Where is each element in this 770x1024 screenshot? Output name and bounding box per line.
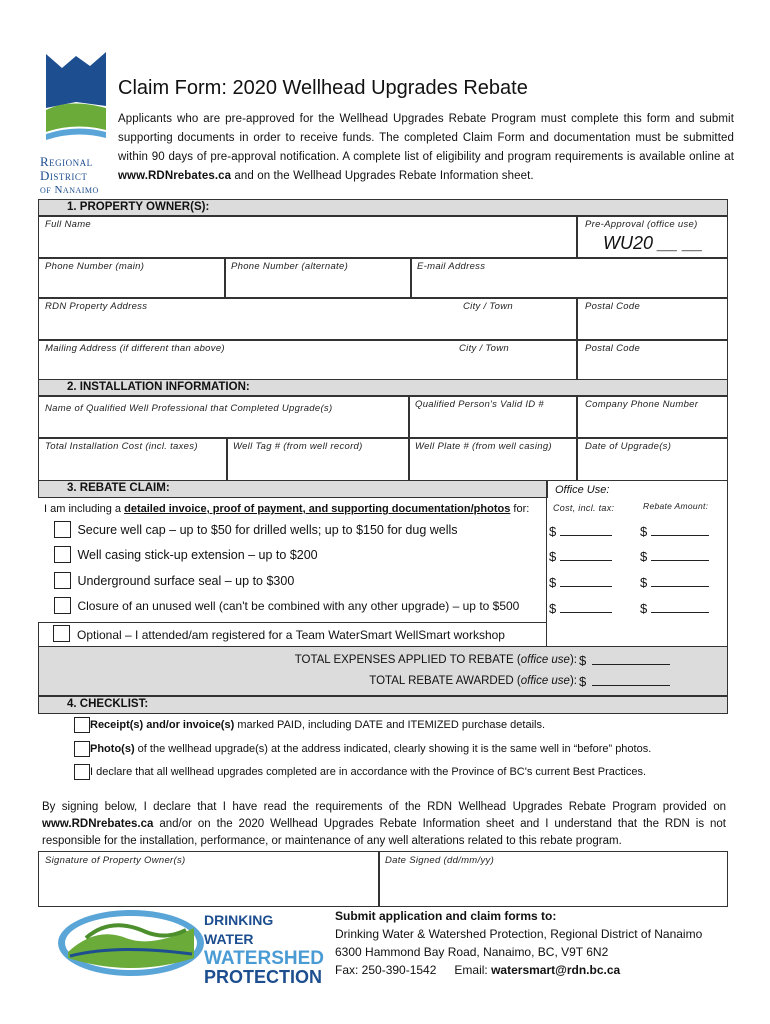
dollar-sign: $	[579, 653, 587, 668]
including-link: detailed invoice, proof of payment, and supporting documentation/photos	[124, 503, 511, 515]
pre-approval-field	[576, 215, 728, 259]
signature-label: Signature of Property Owner(s)	[45, 855, 186, 866]
section3-heading: 3. REBATE CLAIM:	[67, 482, 170, 494]
signature-field[interactable]	[38, 851, 380, 907]
submit-contact	[335, 961, 702, 979]
optional-checkbox[interactable]	[53, 625, 70, 642]
date-signed-field[interactable]	[378, 851, 728, 907]
section2-heading: 2. INSTALLATION INFORMATION:	[67, 381, 250, 393]
professional-field[interactable]	[38, 395, 410, 439]
dwwp-line-2: WATERSHED	[204, 948, 324, 969]
rebate-entry-4[interactable]	[640, 600, 709, 618]
full-name-label: Full Name	[45, 219, 91, 230]
including-statement	[44, 503, 529, 515]
dollar-sign: $	[549, 549, 557, 564]
rebate-entry-2[interactable]	[640, 548, 709, 566]
postal-code-field-1[interactable]	[576, 297, 728, 341]
fax: Fax: 250-390-1542	[335, 963, 437, 977]
section1-heading: 1. PROPERTY OWNER(S):	[67, 201, 210, 213]
rebate-entry-1[interactable]	[640, 523, 709, 541]
valid-id-label: Qualified Person's Valid ID #	[415, 399, 544, 410]
optional-row	[38, 622, 547, 647]
optional-label: Optional – I attended/am registered for a Team WaterSmart WellSmart workshop	[77, 628, 505, 642]
dwwp-logo-mark	[56, 908, 206, 978]
rebate-item-3	[54, 572, 294, 590]
rebate-item-4	[54, 597, 519, 615]
declaration	[42, 799, 726, 850]
total-awarded-line	[369, 675, 577, 687]
logo-line-1: Regional	[40, 154, 93, 169]
well-tag-label: Well Tag # (from well record)	[233, 441, 363, 452]
closing: ):	[569, 675, 577, 687]
total-awarded-entry[interactable]	[579, 673, 670, 691]
checklist-checkbox-3[interactable]	[74, 764, 90, 780]
wu-code: WU20 __ __	[603, 233, 704, 253]
page-title: Claim Form: 2020 Wellhead Upgrades Rebate	[118, 77, 528, 99]
checklist-item-2	[74, 741, 651, 757]
company-phone-field[interactable]	[576, 395, 728, 439]
postal-label-1: Postal Code	[585, 301, 641, 312]
checklist-item-3-text: I declare that all wellhead upgrades completed are in accordance with the Province of BC's current Best Practices.	[90, 766, 647, 778]
total-expenses-entry[interactable]	[579, 652, 670, 670]
section4-header	[38, 696, 728, 714]
checklist-item-1-bold: Receipt(s) and/or invoice(s)	[90, 719, 235, 731]
email-field[interactable]	[410, 257, 728, 299]
including-post: for:	[510, 503, 530, 515]
dollar-sign: $	[549, 575, 557, 590]
professional-label: Name of Qualified Well Professional that Completed Upgrade(s)	[45, 403, 333, 414]
email-link[interactable]: watersmart@rdn.bc.ca	[491, 963, 621, 977]
valid-id-field[interactable]	[408, 395, 578, 439]
date-signed-label: Date Signed (dd/mm/yy)	[385, 855, 495, 866]
dollar-sign: $	[640, 601, 648, 616]
rebate-checkbox-4[interactable]	[54, 597, 71, 614]
dollar-sign: $	[579, 674, 587, 689]
rebate-item-2	[54, 546, 318, 564]
total-cost-field[interactable]	[38, 437, 228, 481]
property-address-label: RDN Property Address	[45, 301, 148, 312]
rebate-checkbox-3[interactable]	[54, 572, 71, 589]
dwwp-logo	[56, 908, 324, 987]
submit-info	[335, 907, 702, 979]
rebate-item-4-label: Closure of an unused well (can't be combined with any other upgrade) – up to $500	[77, 598, 520, 613]
cost-entry-2[interactable]	[549, 548, 612, 566]
well-plate-label: Well Plate # (from well casing)	[415, 441, 552, 452]
postal-code-field-2[interactable]	[576, 339, 728, 381]
phone-main-field[interactable]	[38, 257, 226, 299]
intro-text-1: Applicants who are pre-approved for the Wellhead Upgrades Rebate Program must complete this form and submit supporting documents in order to receive funds. The completed Claim Form and documentation must be submitted within 90 days of pre-approval notification. A complete list of eligibility and program requirements is available online at	[118, 113, 734, 163]
rebate-item-1-label: Secure well cap – up to $50 for drilled wells; up to $150 for dug wells	[77, 522, 458, 537]
intro-paragraph	[118, 110, 734, 186]
well-plate-field[interactable]	[408, 437, 578, 481]
including-pre: I am including a	[44, 503, 125, 515]
checklist-item-2-text: of the wellhead upgrade(s) at the address indicated, clearly showing it is the same well in “before” photos.	[134, 743, 652, 755]
dollar-sign: $	[640, 524, 648, 539]
rebate-checkbox-2[interactable]	[54, 546, 71, 563]
rebate-item-2-label: Well casing stick-up extension – up to $200	[77, 547, 318, 562]
submit-line-1: Drinking Water & Watershed Protection, Regional District of Nanaimo	[335, 927, 703, 941]
rdn-logo	[40, 52, 112, 196]
phone-alt-label: Phone Number (alternate)	[231, 261, 349, 272]
intro-text-2: and on the Wellhead Upgrades Rebate Information sheet.	[231, 170, 534, 182]
checklist-item-2-bold: Photo(s)	[90, 743, 135, 755]
declaration-text-2: and/or on the 2020 Wellhead Upgrades Rebate Information sheet and I understand that the RDN is not responsible for the installation, performance, or maintenance of any well alterations related to this rebate program.	[42, 818, 726, 847]
logo-line-2: District	[40, 168, 88, 183]
date-upgrade-field[interactable]	[576, 437, 728, 481]
closing: ):	[569, 654, 577, 666]
checklist-item-1-text: marked PAID, including DATE and ITEMIZED purchase details.	[234, 719, 546, 731]
dwwp-line-3: PROTECTION	[204, 967, 323, 987]
city-label-1: City / Town	[463, 301, 513, 312]
mailing-address-field[interactable]	[38, 339, 578, 381]
email-label: E-mail Address	[417, 261, 486, 272]
email-label: Email:	[454, 963, 492, 977]
rebate-item-1	[54, 521, 458, 539]
dwwp-line-1: DRINKING WATER	[204, 912, 274, 947]
city-label-2: City / Town	[459, 343, 509, 354]
full-name-field[interactable]	[38, 215, 578, 259]
well-tag-field[interactable]	[226, 437, 410, 481]
section4-heading: 4. CHECKLIST:	[67, 698, 149, 710]
pre-approval-label: Pre-Approval (office use)	[585, 219, 698, 230]
checklist-item-1	[74, 717, 545, 733]
cost-entry-3[interactable]	[549, 574, 612, 592]
submit-heading: Submit application and claim forms to:	[335, 909, 557, 923]
declaration-text-1: By signing below, I declare that I have read the requirements of the RDN Wellhead Upgrades Rebate Program provided on	[42, 801, 726, 813]
cost-label: Cost, incl. tax:	[553, 503, 615, 513]
phone-main-label: Phone Number (main)	[45, 261, 145, 272]
mailing-address-label: Mailing Address (if different than above)	[45, 343, 225, 354]
rebate-checkbox-1[interactable]	[54, 521, 71, 538]
office-use-label: Office Use:	[555, 484, 610, 496]
total-expenses-line	[295, 654, 577, 666]
dollar-sign: $	[549, 601, 557, 616]
checklist-checkbox-2[interactable]	[74, 741, 90, 757]
property-address-field[interactable]	[38, 297, 578, 341]
total-awarded-label: TOTAL REBATE AWARDED (	[369, 675, 521, 687]
postal-label-2: Postal Code	[585, 343, 641, 354]
dollar-sign: $	[640, 549, 648, 564]
office-use-italic: office use	[520, 654, 570, 666]
rebate-amount-label: Rebate Amount:	[643, 501, 709, 511]
cost-entry-1[interactable]	[549, 523, 612, 541]
submit-line-2: 6300 Hammond Bay Road, Nanaimo, BC, V9T 6N2	[335, 945, 609, 959]
logo-line-3: of Nanaimo	[40, 184, 99, 196]
checklist-item-3	[74, 764, 646, 780]
rebate-item-3-label: Underground surface seal – up to $300	[77, 573, 295, 588]
total-cost-label: Total Installation Cost (incl. taxes)	[45, 441, 198, 452]
date-upgrade-label: Date of Upgrade(s)	[585, 441, 672, 452]
total-expenses-label: TOTAL EXPENSES APPLIED TO REBATE (	[294, 654, 521, 666]
cost-entry-4[interactable]	[549, 600, 612, 618]
totals-panel	[38, 646, 728, 696]
phone-alt-field[interactable]	[224, 257, 412, 299]
checklist-checkbox-1[interactable]	[74, 717, 90, 733]
dollar-sign: $	[640, 575, 648, 590]
section3-header	[38, 480, 548, 498]
company-phone-label: Company Phone Number	[585, 399, 699, 410]
rebate-entry-3[interactable]	[640, 574, 709, 592]
declaration-link[interactable]: www.RDNrebates.ca	[42, 818, 154, 830]
office-use-italic: office use	[520, 675, 570, 687]
intro-link[interactable]: www.RDNrebates.ca	[118, 170, 232, 182]
dollar-sign: $	[549, 524, 557, 539]
rdn-logo-mark	[40, 52, 112, 152]
